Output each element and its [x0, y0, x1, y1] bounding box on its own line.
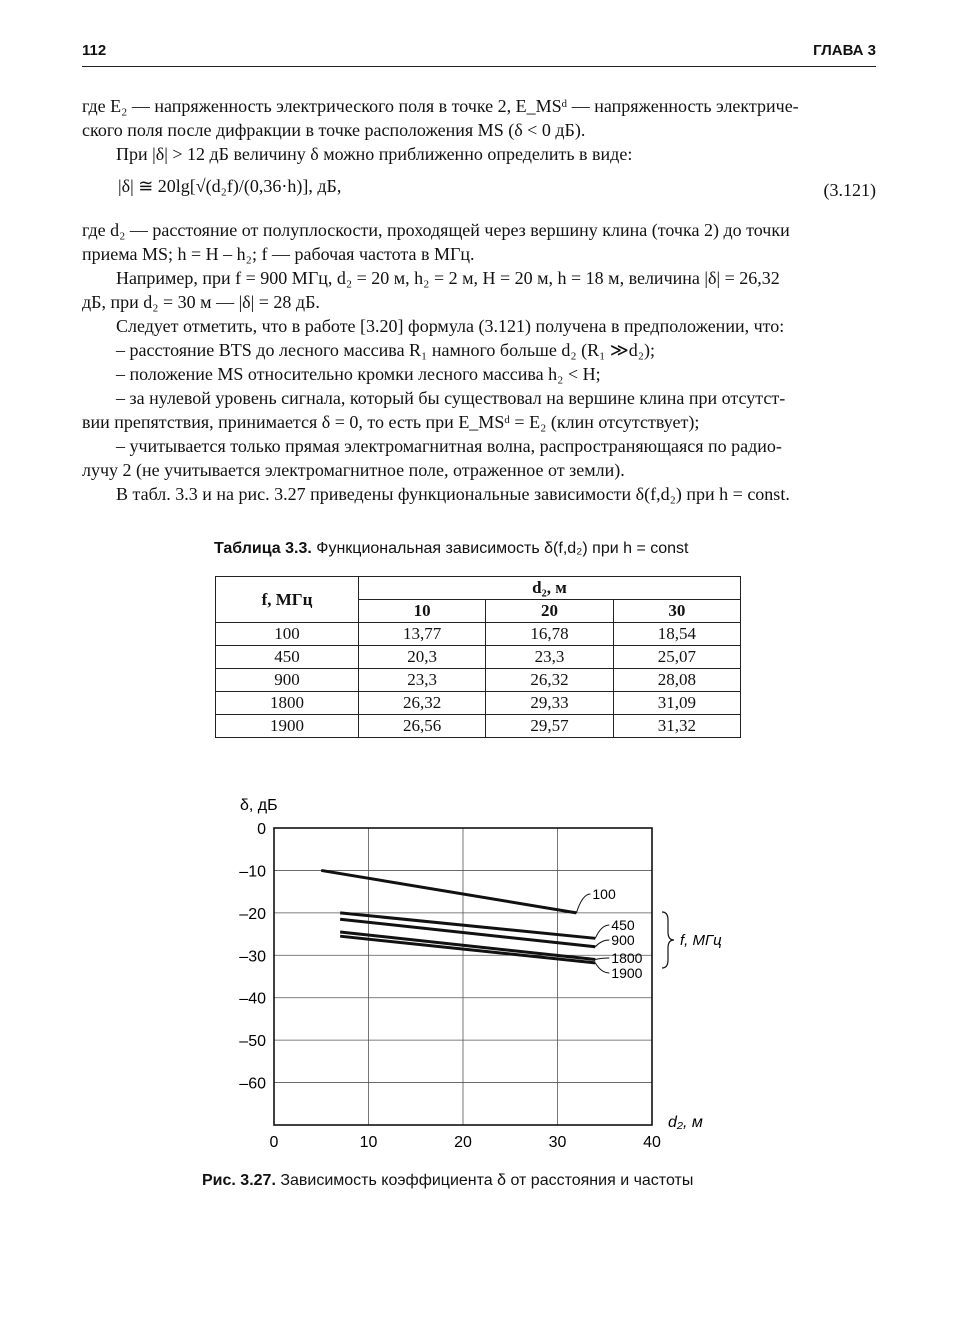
series-line [321, 870, 576, 912]
text-line: Например, при f = 900 МГц, d₂ = 20 м, h₂ = 2 м, H = 20 м, h = 18 м, величина |δ| = 26,32 [116, 268, 780, 288]
series-label: 1800 [611, 950, 643, 966]
table-caption [214, 540, 688, 558]
table-col-header: 10 [359, 600, 486, 623]
figure-caption-text: Зависимость коэффициента δ от расстояния и частоты [280, 1172, 694, 1189]
y-tick-label: –10 [239, 863, 266, 881]
chapter-title: ГЛАВА 3 [813, 42, 876, 59]
page-number: 112 [82, 42, 107, 59]
x-tick-label: 30 [548, 1134, 567, 1151]
table-cell: 450 [216, 646, 359, 669]
series-line [340, 932, 595, 960]
y-tick-label: –60 [239, 1075, 266, 1093]
table-cell: 1900 [216, 715, 359, 738]
page-header [82, 40, 876, 67]
table-cell: 31,09 [613, 692, 740, 715]
y-tick-label: –40 [239, 990, 266, 1008]
series-leader [595, 958, 609, 960]
figure-caption-label: Рис. 3.27. [202, 1172, 276, 1189]
series-label: 900 [611, 932, 635, 948]
table-col-header: 20 [486, 600, 613, 623]
text-block-2 [82, 218, 876, 506]
text-line: – расстояние BTS до лесного массива R₁ намного больше d₂ (R₁ ≫d₂); [116, 340, 656, 360]
plot-frame [274, 828, 652, 1125]
text-line: – за нулевой уровень сигнала, который бы существовал на вершине клина при отсутст- [116, 388, 786, 408]
text-line: ского поля после дифракции в точке расположения MS (δ < 0 дБ). [82, 120, 586, 140]
table-cell: 29,33 [486, 692, 613, 715]
series-leader [595, 963, 609, 973]
series-label: 100 [592, 886, 616, 902]
table-caption-text: Функциональная зависимость δ(f,d₂) при h = const [316, 540, 689, 557]
table-cell: 13,77 [359, 623, 486, 646]
table-cell: 26,32 [486, 669, 613, 692]
text-block-1 [82, 94, 876, 166]
y-tick-label: 0 [257, 821, 266, 838]
table-caption-label: Таблица 3.3. [214, 540, 312, 557]
series-line [340, 913, 595, 938]
text-line: Следует отметить, что в работе [3.20] формула (3.121) получена в предположении, что: [116, 316, 785, 336]
data-table [215, 576, 741, 738]
text-line: приема MS; h = H – h₂; f — рабочая частота в МГц. [82, 244, 475, 264]
text-line: – учитывается только прямая электромагнитная волна, распространяющаяся по радио- [116, 436, 782, 456]
table-cell: 28,08 [613, 669, 740, 692]
text-line: вии препятствия, принимается δ = 0, то есть при E_MSᵈ = E₂ (клин отсутствует); [82, 412, 700, 432]
figure-caption [202, 1172, 693, 1190]
series-label: 1900 [611, 965, 643, 981]
text-line: – положение MS относительно кромки лесного массива h₂ < H; [116, 364, 601, 384]
x-tick-label: 40 [643, 1134, 661, 1151]
series-line [340, 936, 595, 963]
series-line [340, 919, 595, 947]
table-row [216, 623, 741, 646]
series-label: 450 [611, 917, 635, 933]
table-row [216, 669, 741, 692]
table-cell: 16,78 [486, 623, 613, 646]
x-axis-label: d₂, м [668, 1114, 703, 1131]
y-tick-label: –30 [239, 948, 266, 966]
x-tick-label: 20 [454, 1134, 472, 1151]
text-line: где d₂ — расстояние от полуплоскости, проходящей через вершину клина (точка 2) до точки [82, 220, 790, 240]
table-row [216, 715, 741, 738]
series-leader [576, 894, 590, 913]
text-line: лучу 2 (не учитывается электромагнитное поле, отраженное от земли). [82, 460, 625, 480]
table-cell: 29,57 [486, 715, 613, 738]
series-leader [595, 925, 609, 938]
legend-brace [662, 912, 674, 968]
table-cell: 900 [216, 669, 359, 692]
table-row [216, 692, 741, 715]
y-tick-label: –50 [239, 1033, 266, 1051]
table-row-header: f, МГц [216, 577, 359, 623]
equation: |δ| ≅ 20lg[√(d₂f)/(0,36·h)], дБ, [118, 176, 342, 196]
table-cell: 18,54 [613, 623, 740, 646]
text-line: где E₂ — напряженность электрического поля в точке 2, E_MSᵈ — напряженность электриче- [82, 96, 799, 116]
table-cell: 26,32 [359, 692, 486, 715]
table-cell: 31,32 [613, 715, 740, 738]
table-cell: 1800 [216, 692, 359, 715]
legend-group-label: f, МГц [680, 932, 722, 949]
table-cell: 23,3 [359, 669, 486, 692]
table-col-header: 30 [613, 600, 740, 623]
table-cell: 20,3 [359, 646, 486, 669]
x-tick-label: 10 [359, 1134, 378, 1151]
table-cell: 26,56 [359, 715, 486, 738]
series-leader [595, 940, 609, 947]
text-line: дБ, при d₂ = 30 м — |δ| = 28 дБ. [82, 292, 320, 312]
table-cell: 25,07 [613, 646, 740, 669]
table-cell: 100 [216, 623, 359, 646]
x-tick-label: 0 [269, 1134, 279, 1151]
table-col-group-header: d₂, м [359, 577, 741, 600]
text-line: В табл. 3.3 и на рис. 3.27 приведены функциональные зависимости δ(f,d₂) при h = const. [116, 484, 790, 504]
text-line: При |δ| > 12 дБ величину δ можно приближенно определить в виде: [116, 144, 633, 164]
table-row [216, 646, 741, 669]
equation-number: (3.121) [823, 180, 876, 200]
y-tick-label: –20 [239, 905, 266, 923]
y-axis-label: δ, дБ [240, 797, 278, 814]
table-cell: 23,3 [486, 646, 613, 669]
